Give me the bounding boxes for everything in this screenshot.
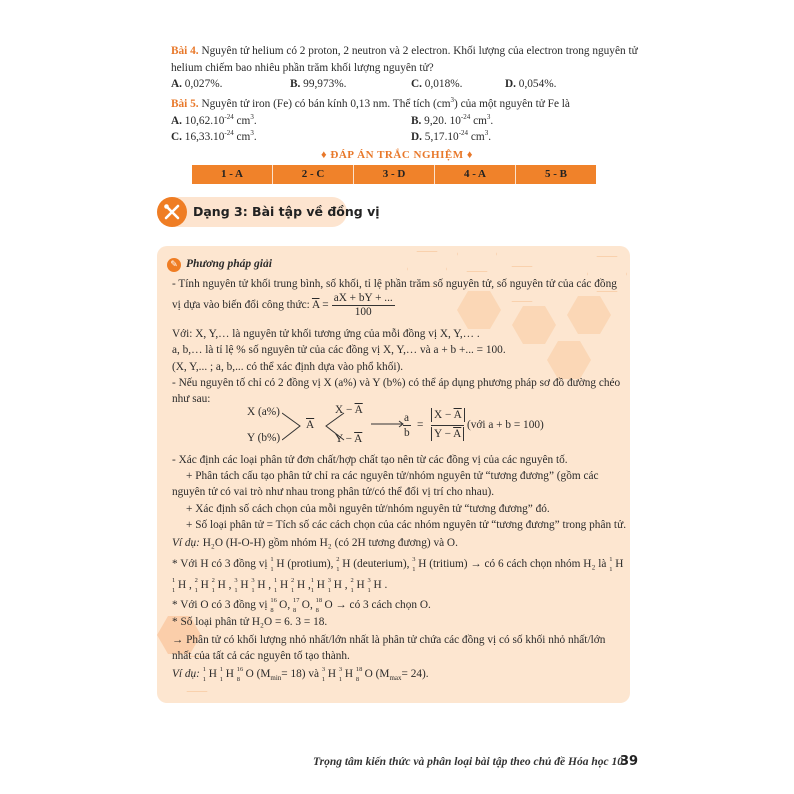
- method-line: → Phân tử có khối lượng nhỏ nhất/lớn nhất là phân tử chứa các đồng vị có số khối nhỏ nhất/lớn: [172, 634, 606, 646]
- method-title: Phương pháp giải: [186, 258, 272, 270]
- footer-book-title: Trọng tâm kiến thức và phân loại bài tập theo chủ đề Hóa học 10: [313, 756, 623, 768]
- method-line: Với: X, Y,… là nguyên tử khối tương ứng của mỗi đồng vị X, Y,… .: [172, 328, 480, 340]
- bai4-label: Bài 4.: [171, 45, 199, 57]
- bai4-option-c: C. 0,018%.: [411, 78, 463, 90]
- method-line: - Xác định các loại phân tử đơn chất/hợp chất tạo nên từ các đồng vị của các nguyên tố.: [172, 454, 568, 466]
- answer-key-table: [192, 165, 596, 184]
- example-line: Ví dụ: H₂O (H-O-H) gồm nhóm H₂ (có 2H tương đương) và O.: [172, 537, 458, 549]
- page-number: 39: [620, 754, 639, 769]
- bai4-question-cont: helium chiếm bao nhiêu phần trăm khối lượng nguyên tử?: [171, 62, 434, 74]
- bai4-option-b: B. 99,973%.: [290, 78, 347, 90]
- method-line: + Xác định số cách chọn của mỗi nguyên tử/nhóm nguyên tử “tương đương” đó.: [186, 503, 550, 515]
- bai4-option-d: D. 0,054%.: [505, 78, 557, 90]
- method-line: + Số loại phân tử = Tích số các cách chọn của các nhóm nguyên tử “tương đương” trong phân tử.: [186, 519, 627, 531]
- section-title: Dạng 3: Bài tập về đồng vị: [193, 204, 380, 219]
- method-line: nguyên tử có vai trò như nhau trong phân tử/có thể đổi vị trí cho nhau).: [172, 486, 495, 498]
- bai5-option-c: C. $16,33.10^{-24}$ $cm^3$.: [171, 129, 257, 143]
- answer-cell: 3 - D: [354, 165, 435, 184]
- method-line: - Tính nguyên tử khối trung bình, số khối, tỉ lệ phần trăm số nguyên tử, số nguyên tử của các đồng: [172, 278, 617, 290]
- bai5-option-d: D. $5,17.10^{-24}$ $cm^3$.: [411, 129, 492, 143]
- bai5-option-b: B. 9,20. $10^{-24}$ $cm^3$.: [411, 113, 494, 127]
- answer-key-title: ♦ ĐÁP ÁN TRẮC NGHIỆM ♦: [321, 149, 473, 161]
- answer-cell: 5 - B: [516, 165, 596, 184]
- method-line: - Nếu nguyên tố chỉ có 2 đồng vị X (a%) và Y (b%) có thể áp dụng phương pháp sơ đồ đường chéo: [172, 377, 621, 389]
- isotope-o-line: * Với O có 3 đồng vị 16 8 O, 17 8 O, 18 8 O → có 3 cách chọn O.: [172, 597, 431, 614]
- bai5-question: Bài 5. Nguyên tử iron (Fe) có bán kính 0,13 nm. Thể tích $(cm^3)$ của một nguyên tử Fe là: [171, 96, 570, 110]
- method-line: như sau:: [172, 393, 211, 405]
- method-line: nhất của tất cả các nguyên tố tạo thành.: [172, 650, 350, 662]
- method-line: + Phân tách cấu tạo phân tử chỉ ra các nguyên tử/nhóm nguyên tử “tương đương” (gồm các: [186, 470, 599, 482]
- answer-cell: 2 - C: [273, 165, 354, 184]
- bai5-option-a: A. $10,62.10^{-24}$ $cm^3$.: [171, 113, 257, 127]
- bai4-text: Nguyên tử helium có 2 proton, 2 neutron và 2 electron. Khối lượng của electron trong nguyên tử: [198, 45, 638, 57]
- isotope-h-pairs: 1 1 H , 2 1 H 2 1 H , 3 1 H 3 1 H , 1 1 H 2 1 H , 1 1 H 3 1 H , 2 1 H 3 1 H .: [172, 577, 388, 594]
- answer-cell: 1 - A: [192, 165, 273, 184]
- isotope-h-line: * Với H có 3 đồng vị 1 1 H (protium), 2 1 H (deuterium), 3 1 H (tritium) → có 6 cách chọn nhóm H₂ là 1 1 H: [172, 556, 624, 573]
- method-line: (X, Y,... ; a, b,... có thể xác định dựa vào phổ khối).: [172, 361, 404, 373]
- formula-line: vị dựa vào biến đổi công thức: $\overline{A}$ = $\frac{aX + bY + ...}{100}$: [172, 292, 393, 318]
- tools-icon: [157, 197, 187, 227]
- example-line: Ví dụ: 1 1 H 1 1 H 16 8 O $(M_{min}= 18)$ và 3 1 H 3 1 H 18 8 O $(M_{max}= 24)$.: [172, 666, 429, 683]
- method-line: * Số loại phân tử H₂O = 6. 3 = 18.: [172, 616, 328, 628]
- method-icon: ✎: [167, 258, 181, 272]
- answer-cell: 4 - A: [435, 165, 516, 184]
- bai5-label: Bài 5.: [171, 98, 199, 110]
- method-line: a, b,… là tỉ lệ % số nguyên tử của các đồng vị X, Y,… và a + b +... = 100.: [172, 344, 506, 356]
- bai4-question: [171, 44, 638, 58]
- bai4-option-a: A. 0,027%.: [171, 78, 223, 90]
